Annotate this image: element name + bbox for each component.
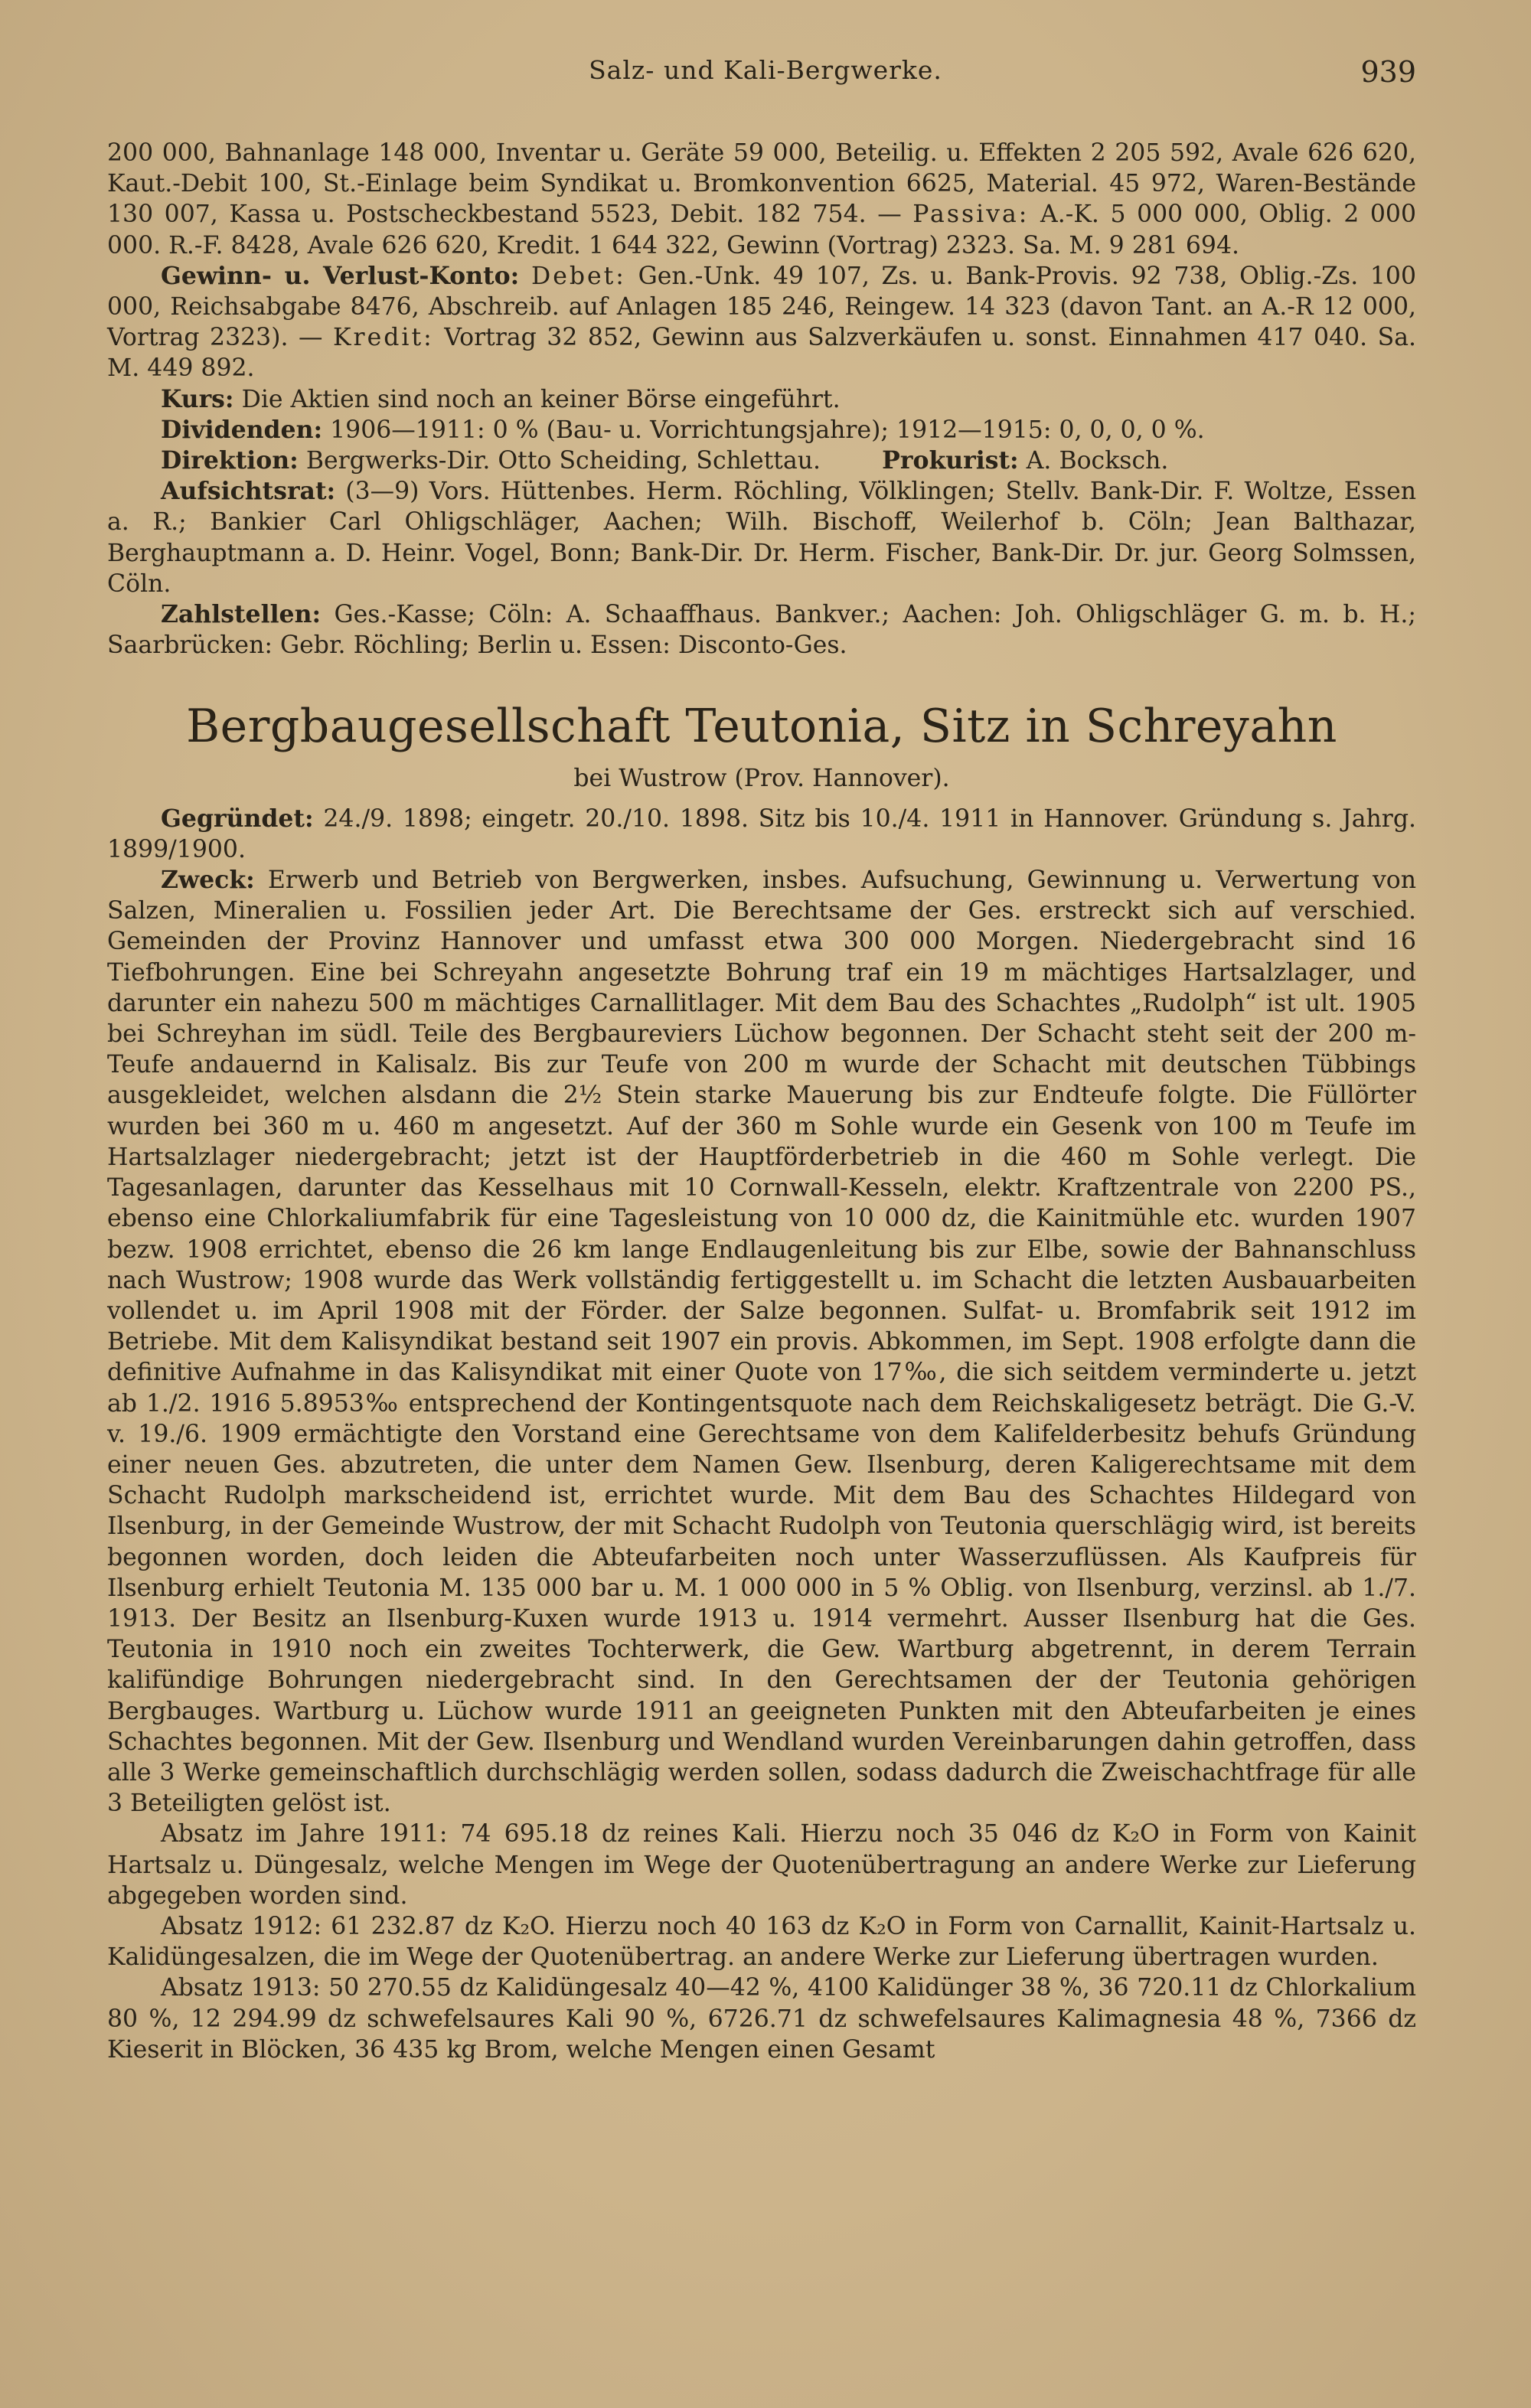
running-header	[0, 55, 1531, 101]
absatz-1911-paragraph: Absatz im Jahre 1911: 74 695.18 dz reines Kali. Hierzu noch 35 046 dz K₂O in Form von Kainit Hartsalz u. Düngesalz, welche Mengen im Wege der Quotenübertragung an andere Werke zur Lieferung abgegeben worden sind.	[107, 1820, 1416, 1910]
gegruendet-label: Gegründet:	[161, 804, 314, 833]
balance-aktiva-text: 200 000, Bahnanlage 148 000, Inventar u. Geräte 59 000, Beteilig. u. Effekten 2 205 592, Avale 626 620, Kaut.-Debit 100, St.-Einlage beim Syndikat u. Bromkonvention 6625, Material. 45 972, Waren-Bestände 130 007, Kassa u. Postscheckbestand 5523, Debit. 182 754. —	[107, 139, 1416, 229]
gv-konto-label: Gewinn- u. Verlust-Konto:	[161, 261, 520, 290]
gegruendet-text: 24./9. 1898; eingetr. 20./10. 1898. Sitz bis 10./4. 1911 in Hannover. Gründung s. Jahrg. 1899/1900.	[107, 804, 1417, 863]
prokurist-text: A. Bocksch.	[1026, 447, 1169, 475]
passiva-text: A.-K. 5 000 000, Oblig. 2 000 000. R.-F. 8428, Avale 626 620, Kredit. 1 644 322, Gewinn (Vortrag) 2323. Sa. M. 9 281 694.	[107, 201, 1417, 259]
dividenden-text: 1906—1911: 0 % (Bau- u. Vorrichtungsjahre); 1912—1915: 0, 0, 0, 0 %.	[330, 416, 1205, 444]
header-title: Salz- und Kali-Bergwerke.	[589, 55, 942, 85]
zahlstellen-section	[107, 599, 1416, 661]
aufsichtsrat-section	[107, 476, 1416, 599]
passiva-label: Passiva:	[912, 201, 1030, 229]
aufsichtsrat-label: Aufsichtsrat:	[161, 477, 336, 506]
kredit-label: Kredit:	[333, 324, 434, 352]
zweck-section	[107, 865, 1416, 1819]
kurs-label: Kurs:	[161, 384, 234, 413]
company-title: Bergbaugesellschaft Teutonia, Sitz in Schreyahn	[186, 700, 1337, 754]
direktion-label: Direktion:	[161, 446, 299, 475]
company-subtitle: bei Wustrow (Prov. Hannover).	[573, 765, 950, 793]
gv-kredit-text: Vortrag 32 852, Gewinn aus Salzverkäufen u. sonst. Einnahmen 417 040. Sa. M. 449 892.	[107, 324, 1417, 383]
page-number: 939	[1360, 55, 1416, 89]
direktion-section	[107, 445, 1416, 476]
kurs-text: Die Aktien sind noch an keiner Börse eingeführt.	[241, 385, 841, 413]
debet-label: Debet:	[530, 262, 626, 290]
aufsichtsrat-text: (3—9) Vors. Hüttenbes. Herm. Röchling, Völklingen; Stellv. Bank-Dir. F. Woltze, Essen a. R.; Bankier Carl Ohligschläger, Aachen; Wilh. Bischoff, Weilerhof b. Cöln; Jean Balthazar, Berghauptmann a. D. Heinr. Vogel, Bonn; Bank-Dir. Dr. Herm. Fischer, Bank-Dir. Dr. jur. Georg Solmssen, Cöln.	[107, 478, 1417, 598]
dividenden-label: Dividenden:	[161, 415, 323, 444]
zahlstellen-text: Ges.-Kasse; Cöln: A. Schaaffhaus. Bankver.; Aachen: Joh. Ohligschläger G. m. b. H.; Saarbrücken: Gebr. Röchling; Berlin u. Essen: Disconto-Ges.	[107, 601, 1416, 660]
zweck-label: Zweck:	[161, 866, 255, 895]
direktion-text: Bergwerks-Dir. Otto Scheiding, Schlettau.	[305, 447, 821, 475]
absatz-1913-paragraph: Absatz 1913: 50 270.55 dz Kalidüngesalz 40—42 %, 4100 Kalidünger 38 %, 36 720.11 dz Chlorkalium 80 %, 12 294.99 dz schwefelsaures Kali 90 %, 6726.71 dz schwefelsaures Kalimagnesia 48 %, 7366 dz Kieserit in Blöcken, 36 435 kg Brom, welche Mengen einen Gesamt	[107, 1974, 1416, 2064]
gv-konto-section	[107, 261, 1416, 384]
page-content	[107, 138, 1416, 2065]
dividenden-section	[107, 415, 1416, 445]
prokurist-label: Prokurist:	[882, 446, 1019, 475]
zweck-text: Erwerb und Betrieb von Bergwerken, insbes. Aufsuchung, Gewinnung u. Verwertung von Salzen, Mineralien u. Fossilien jeder Art. Die Berechtsame der Ges. erstreckt sich auf verschied. Gemeinden der Provinz Hannover und umfasst etwa 300 000 Morgen. Niedergebracht sind 16 Tiefbohrungen. Eine bei Schreyahn angesetzte Bohrung traf ein 19 m mächtiges Hartsalzlager, und darunter ein nahezu 500 m mächtiges Carnallitlager. Mit dem Bau des Schachtes „Rudolph“ ist ult. 1905 bei Schreyhan im südl. Teile des Bergbaureviers Lüchow begonnen. Der Schacht steht seit der 200 m-Teufe andauernd in Kalisalz. Bis zur Teufe von 200 m wurde der Schacht mit deutschen Tübbings ausgekleidet, welchen alsdann die 2½ Stein starke Mauerung bis zur Endteufe folgte. Die Füllörter wurden bei 360 m u. 460 m angesetzt. Auf der 360 m Sohle wurde ein Gesenk von 100 m Teufe im Hartsalzlager niedergebracht; jetzt ist der Hauptförderbetrieb in die 460 m Sohle verlegt. Die Tagesanlagen, darunter das Kesselhaus mit 10 Cornwall-Kesseln, elektr. Kraftzentrale von 2200 PS., ebenso eine Chlorkaliumfabrik für eine Tagesleistung von 10 000 dz, die Kainitmühle etc. wurden 1907 bezw. 1908 errichtet, ebenso die 26 km lange Endlaugenleitung bis zur Elbe, sowie der Bahnanschluss nach Wustrow; 1908 wurde das Werk vollständig fertiggestellt u. im Schacht die letzten Ausbauarbeiten vollendet u. im April 1908 mit der Förder. der Salze begonnen. Sulfat- u. Bromfabrik seit 1912 im Betriebe. Mit dem Kalisyndikat bestand seit 1907 ein provis. Abkommen, im Sept. 1908 erfolgte dann die definitive Aufnahme in das Kalisyndikat mit einer Quote von 17‰, die sich seitdem verminderte u. jetzt ab 1./2. 1916 5.8953‰ entsprechend der Kontingentsquote nach dem Reichskaligesetz beträgt. Die G.-V. v. 19./6. 1909 ermächtigte den Vorstand eine Gerechtsame von dem Kalifelderbesitz behufs Gründung einer neuen Ges. abzutreten, die unter dem Namen Gew. Ilsenburg, deren Kaligerechtsame mit dem Schacht Rudolph markscheidend ist, errichtet wurde. Mit dem Bau des Schachtes Hildegard von Ilsenburg, in der Gemeinde Wustrow, der mit Schacht Rudolph von Teutonia querschlägig wird, ist bereits begonnen worden, doch leiden die Abteufarbeiten noch unter Wasserzuflüssen. Als Kaufpreis für Ilsenburg erhielt Teutonia M. 135 000 bar u. M. 1 000 000 in 5 % Oblig. von Ilsenburg, verzinsl. ab 1./7. 1913. Der Besitz an Ilsenburg-Kuxen wurde 1913 u. 1914 vermehrt. Ausser Ilsenburg hat die Ges. Teutonia in 1910 noch ein zweites Tochterwerk, die Gew. Wartburg abgetrennt, in derem Terrain kalifündige Bohrungen niedergebracht sind. In den Gerechtsamen der der Teutonia gehörigen Bergbauges. Wartburg u. Lüchow wurde 1911 an geeigneten Punkten mit den Abteufarbeiten je eines Schachtes begonnen. Mit der Gew. Ilsenburg und Wendland wurden Vereinbarungen dahin getroffen, dass alle 3 Werke gemeinschaftlich durchschlägig werden sollen, sodass dadurch die Zweischachtfrage für alle 3 Beteiligten gelöst ist.	[107, 866, 1417, 1818]
gv-debet-text: Gen.-Unk. 49 107, Zs. u. Bank-Provis. 92 738, Oblig.-Zs. 100 000, Reichsabgabe 8476, Abschreib. auf Anlagen 185 246, Reingew. 14 323 (davon Tant. an A.-R 12 000, Vortrag 2323). —	[107, 262, 1417, 352]
balance-paragraph	[107, 138, 1416, 261]
kurs-section	[107, 384, 1416, 415]
gegruendet-section	[107, 804, 1416, 865]
zahlstellen-label: Zahlstellen:	[161, 600, 322, 629]
absatz-1912-paragraph: Absatz 1912: 61 232.87 dz K₂O. Hierzu noch 40 163 dz K₂O in Form von Carnallit, Kainit-Hartsalz u. Kalidüngesalzen, die im Wege der Quotenübertrag. an andere Werke zur Lieferung übertragen wurden.	[107, 1912, 1416, 1972]
